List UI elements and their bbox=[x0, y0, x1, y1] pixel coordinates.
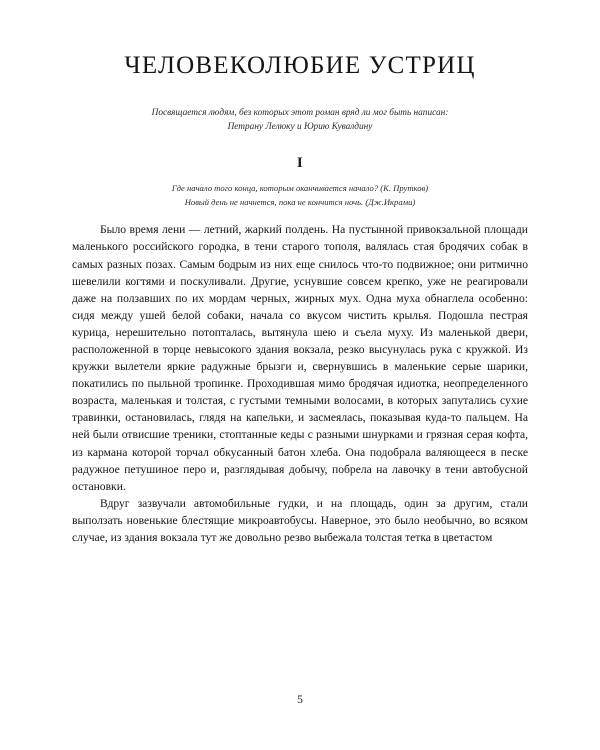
epigraph-line-2: Новый день не начнется, пока не кончится ночь. (Дж.Икрами) bbox=[184, 196, 416, 207]
chapter-number: I bbox=[296, 154, 304, 171]
paragraph: Вдруг зазвучали автомобильные гудки, и на площадь, один за другим, стали выползать новенькие блестящие микроавтобусы. Наверное, это было необычно, во всяком случае, из здания вокзала тут же довольно резво выбежала толстая тетка в цветастом bbox=[72, 496, 528, 544]
body-text bbox=[72, 221, 528, 546]
epigraph-block bbox=[72, 182, 528, 210]
dedication-line-1: Посвящается людям, без которых этот роман вряд ли мог быть написан: bbox=[151, 108, 449, 118]
dedication-block bbox=[72, 106, 528, 135]
epigraph-line-1: Где начало того конца, которым оканчивается начало? (К. Прутков) bbox=[171, 182, 429, 193]
page-title: ЧЕЛОВЕКОЛЮБИЕ УСТРИЦ bbox=[124, 52, 476, 79]
dedication-line-2: Петрану Лелюку и Юрию Кувалдину bbox=[227, 122, 373, 133]
page-number: 5 bbox=[297, 694, 303, 706]
paragraph: Было время лени — летний, жаркий полдень. На пустынной привокзальной площади маленького российского городка, в тени старого тополя, валялась стая бродячих собак в самых разных позах. Самым бодрым из них еще снилось что-то подвижное; они ритмично шевелили когтями и поскуливали. Другие, уснувшие совсем крепко, уже не реагировали даже на ползавших по их мордам черных, жирных мух. Одна муха обнаглела особенно: сидя между ушей белой собаки, начала со вкусом чистить крылья. Подошла пестрая курица, нерешительно потопталась, вытянула шею и съела муху. Из маленькой двери, расположенной в торце невысокого здания вокзала, резко высунулась рука с кружкой. Из кружки вылетели яркие радужные брызги и, свернувшись в маленькие серые шарики, покатились по пыльной тропинке. Проходившая мимо бродячая идиотка, неопределенного возраста, маленькая и толстая, с густыми темными волосами, в которых запутались сухие травинки, остановилась, глядя на капельки, и засмеялась, показывая куда-то пальцем. На ней были отвисшие треники, стоптанные кеды с разными шнурками и грязная серая кофта, из кармана которой торчал обкусанный батон хлеба. Она подобрала валяющееся в песке радужное петушиное перо и, разглядывая добычу, побрела на лавочку в тени автобусной остановки. bbox=[72, 223, 528, 493]
